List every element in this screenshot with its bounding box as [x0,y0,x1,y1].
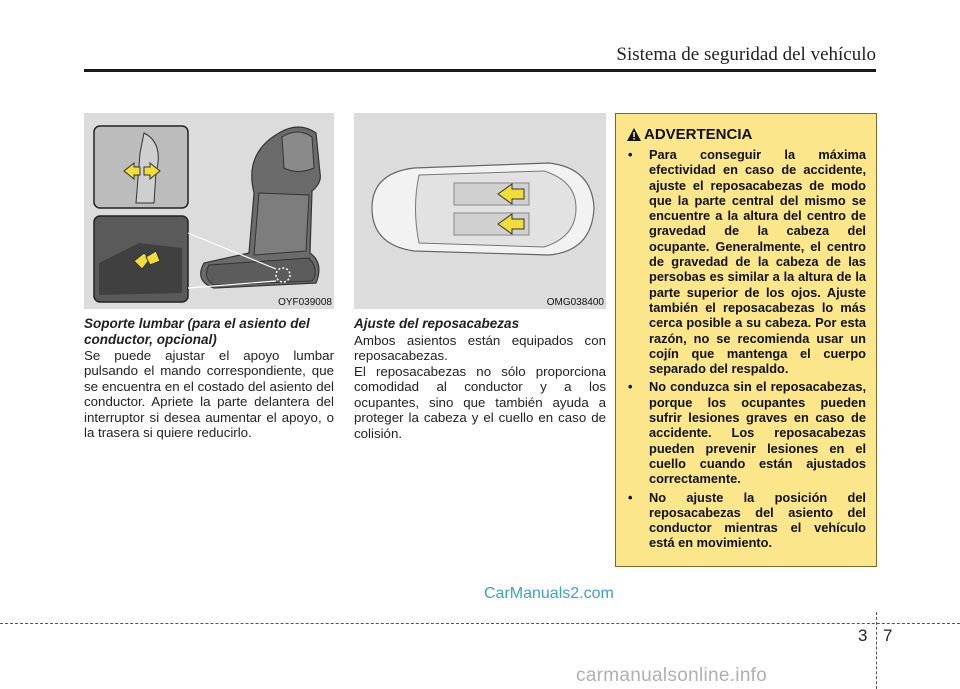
watermark-link[interactable]: CarManuals2.com [484,585,614,602]
warning-box [615,113,877,567]
headrest-body-2: El reposacabezas no sólo proporciona comodidad al conductor y a los ocupantes, sino que también ayuda a proteger la cabeza y el cuello en caso de colisión. [354,364,606,441]
figure-code-left: OYF039008 [278,297,332,308]
warning-item: • No ajuste la posición del reposacabezas del asiento del conductor mientras el vehículo está en movimiento. [628,489,866,551]
warning-list [626,147,866,554]
warning-triangle-icon [626,127,642,142]
headrest-figure [354,113,606,309]
footer-watermark: carmanualsonline.info [576,665,768,686]
warning-title: ADVERTENCIA [644,126,753,143]
footer-dashed-line [0,623,960,624]
car-top-view-illustration [354,113,606,309]
warning-item: • No conduzca sin el reposacabezas, porque los ocupantes pueden sufrir lesiones graves en caso de accidente. Los reposacabezas pueden prevenir lesiones en el cuello cuando están ajustados correctamente. [628,379,866,487]
lumbar-support-figure [84,113,334,309]
page-number: 7 [883,626,893,645]
page-header-title: Sistema de seguridad del vehículo [616,44,876,65]
chapter-number: 3 [858,626,868,645]
lumbar-caption: Soporte lumbar (para el asiento del conductor, opcional) [84,316,310,347]
headrest-caption: Ajuste del reposacabezas [354,316,520,331]
header-rule [84,69,876,72]
warning-item: • Para conseguir la máxima efectividad en caso de accidente, ajuste el reposacabezas de modo que la parte central del mismo se encuentre a la altura del centro de gravedad de la cabeza del ocupante. Generalmente, el centro de gravedad de la cabeza de las persobas es similar a la altura de la parte superior de los ojos. Ajuste también el reposacabezas lo más cerca posible a su cabeza. Por esta razón, no se recomienda usar un cojín que mantenga el cuerpo separado del respaldo. [628,147,866,377]
lumbar-body: Se puede ajustar el apoyo lumbar pulsando el mando correspondiente, que se encuentra en el costado del asiento del conductor. Apriete la parte delantera del interruptor si desea aumentar el apoyo, o la trasera si quiere reducirlo. [84,348,334,441]
seat-illustration [84,113,334,309]
footer-vertical-line [876,612,877,689]
figure-code-middle: OMG038400 [546,297,604,308]
headrest-body-1: Ambos asientos están equipados con reposacabezas. [354,333,606,364]
